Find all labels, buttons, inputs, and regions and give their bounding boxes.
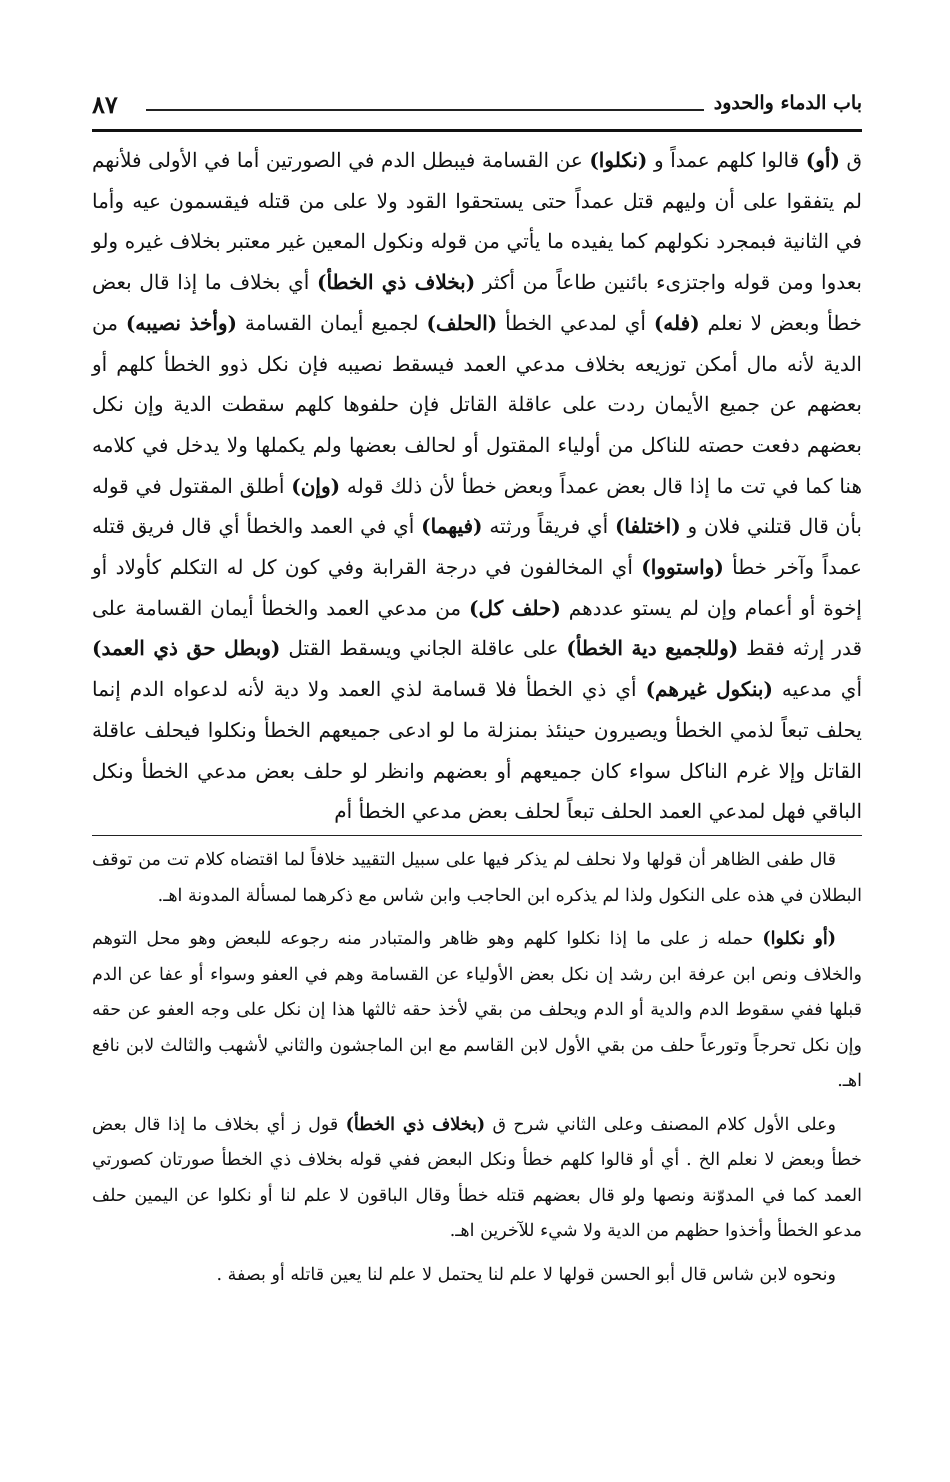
text-run: أي لمدعي الخطأ [497, 310, 654, 335]
text-run: قال طفى الظاهر أن قولها ولا نحلف لم يذكر فيها على سبيل التقييد خلافاً لما اقتضاه كلام تت من توقف البطلان في هذه على النكول ولذا لم يذكره ابن الحاجب وابن شاس مع ذكرهما لمسألة المدونة اهـ. [92, 850, 862, 906]
running-header [92, 92, 862, 122]
bold-term: (نكلوا) [589, 148, 648, 172]
bold-term: (حلف كل) [469, 595, 561, 620]
bold-term: (وللجميع دية الخطأ) [566, 636, 739, 661]
bold-term: (بخلاف ذي الخطأ) [316, 270, 476, 295]
text-run: حمله ز على ما إذا نكلوا كلهم وهو ظاهر والمتبادر منه رجوعه للبعض وهو محل التوهم والخلاف ونص ابن عرفة ابن رشد إن نكل بعض الأولياء عن القسامة وهم في العفو وسواء أو عفا عن الدم قبلها ففي سقوط الدم والدية أو الدم ويحلف من بقي لأخذ حقه ثالثها هذا إن نكل على وجه العفو عن حقه وإن نكل تحرجاً وتورعاً حلف من بقي الأول لابن القاسم مع ابن الماجشون والثاني لأشهب والثالث لابن نافع اهـ. [92, 929, 862, 1091]
text-run: على عاقلة الجاني ويسقط القتل [280, 636, 567, 661]
text-run: ق [839, 148, 862, 172]
bold-term: (أو) [805, 148, 840, 172]
footnotes [92, 843, 862, 1301]
text-run: أي ذي الخطأ فلا قسامة لذي العمد ولا دية لأنه لدعواه الدم إنما يحلف تبعاً لذمي الخطأ ويصيرون حينئذ بمنزلة ما لو ادعى جميعهم الخطأ ونكلوا فيحلف عاقلة القاتل وإلا غرم الناكل سواء كان جميعهم أو بعضهم وانظر لو حلف بعض مدعي الخطأ ونكل الباقي فهل لمدعي العمد الحلف تبعاً لحلف بعض مدعي الخطأ أم [92, 677, 862, 824]
main-paragraph [92, 140, 862, 832]
text-run: قالوا كلهم عمداً و [647, 148, 806, 172]
main-text [92, 140, 862, 832]
text-run: أي مدعيه [772, 677, 863, 702]
bold-term: (فله) [653, 310, 700, 335]
footnote-paragraph [92, 1258, 862, 1294]
bold-term: (وبطل حق ذي العمد) [92, 636, 281, 661]
text-run: قول ز أي بخلاف ما إذا قال بعض خطأ وبعض لا نعلم الخ . أي أو قالوا كلهم خطأ ونكل البعض ففي قوله بخلاف ذي الخطأ صورتان كصورتي العمد كما في المدوّنة ونصها ولو قال بعضهم قتله خطأ وقال الباقون لا علم لنا أو نكلوا عن اليمين حلف مدعو الخطأ وأخذوا حظهم من الدية ولا شيء للآخرين اهـ. [92, 1114, 862, 1241]
text-run: وعلى الأول كلام المصنف وعلى الثاني شرح ق [485, 1114, 836, 1135]
text-run: أي بخلاف ما إذا قال بعض خطأ وبعض لا نعلم [92, 270, 863, 335]
text-run: أي فريقاً ورثته [482, 514, 615, 539]
footnote-paragraph [92, 1108, 862, 1250]
text-run: من الدية لأنه مال أمكن توزيعه بخلاف مدعي العمد فيسقط نصيبه فإن نكل ذوو الخطأ كلهم أو بعضهم عن جميع الأيمان ردت على عاقلة القاتل فإن حلفوها كلهم سقطت الدية وإن نكل بعضهم دفعت حصته للناكل من أولياء المقتول أو لحالف بعضها ولم يكملها ولا يدخل في كلامه هنا كما في تت ما إذا قال بعض عمداً وبعض خطأ لأن ذلك قوله [92, 310, 863, 498]
text-run: أي في العمد والخطأ أي قال فريق قتله عمداً وآخر خطأ [92, 514, 862, 580]
text-run: عن القسامة فيبطل الدم في الصورتين أما في الأولى فلأنهم لم يتفقوا على أن وليهم قتل عمداً حتى يستحقوا القود ولا على من قتله فيقسمون عيه وأما في الثانية فبمجرد نكولهم كما يفيده ما يأتي من قوله ونكول المعين غير معتبر بخلاف غيره ولو بعدوا ومن قوله واجتزىء بائنين طاعاً من أكثر [92, 148, 862, 295]
footnote-paragraph [92, 922, 862, 1100]
bold-term: (وإن) [291, 473, 341, 498]
header-leader-line [146, 109, 704, 111]
text-run: ونحوه لابن شاس قال أبو الحسن قولها لا علم لنا يحتمل لا علم لنا يعين قاتله أو بصفة . [216, 1264, 836, 1285]
bold-term: (واستووا) [641, 555, 724, 580]
bold-term: (بنكول غيرهم) [645, 677, 773, 702]
text-run: لجميع أيمان القسامة [237, 310, 427, 335]
header-rule [92, 129, 862, 132]
text-run: أي المخالفون في درجة القرابة وفي كون كل له التكلم كأولاد أو إخوة أو أعمام وإن لم يستو عددهم [92, 555, 862, 620]
chapter-title: باب الدماء والحدود [713, 92, 862, 114]
bold-term: (اختلفا) [614, 514, 681, 539]
bold-term: (أو نكلوا) [762, 929, 837, 949]
page-number: ٨٧ [92, 90, 118, 119]
bold-term: (وأخذ نصيبه) [125, 310, 238, 335]
bold-term: (فيهما) [421, 514, 483, 539]
bold-term: (الحلف) [426, 310, 498, 335]
footnote-separator [92, 835, 862, 836]
bold-term: (بخلاف ذي الخطأ) [345, 1114, 486, 1135]
text-run: من مدعي العمد والخطأ أيمان القسامة على قدر إرثه فقط [92, 595, 862, 661]
footnote-paragraph [92, 843, 862, 914]
text-run: أطلق المقتول في قوله بأن قال قتلني فلان و [92, 473, 862, 539]
